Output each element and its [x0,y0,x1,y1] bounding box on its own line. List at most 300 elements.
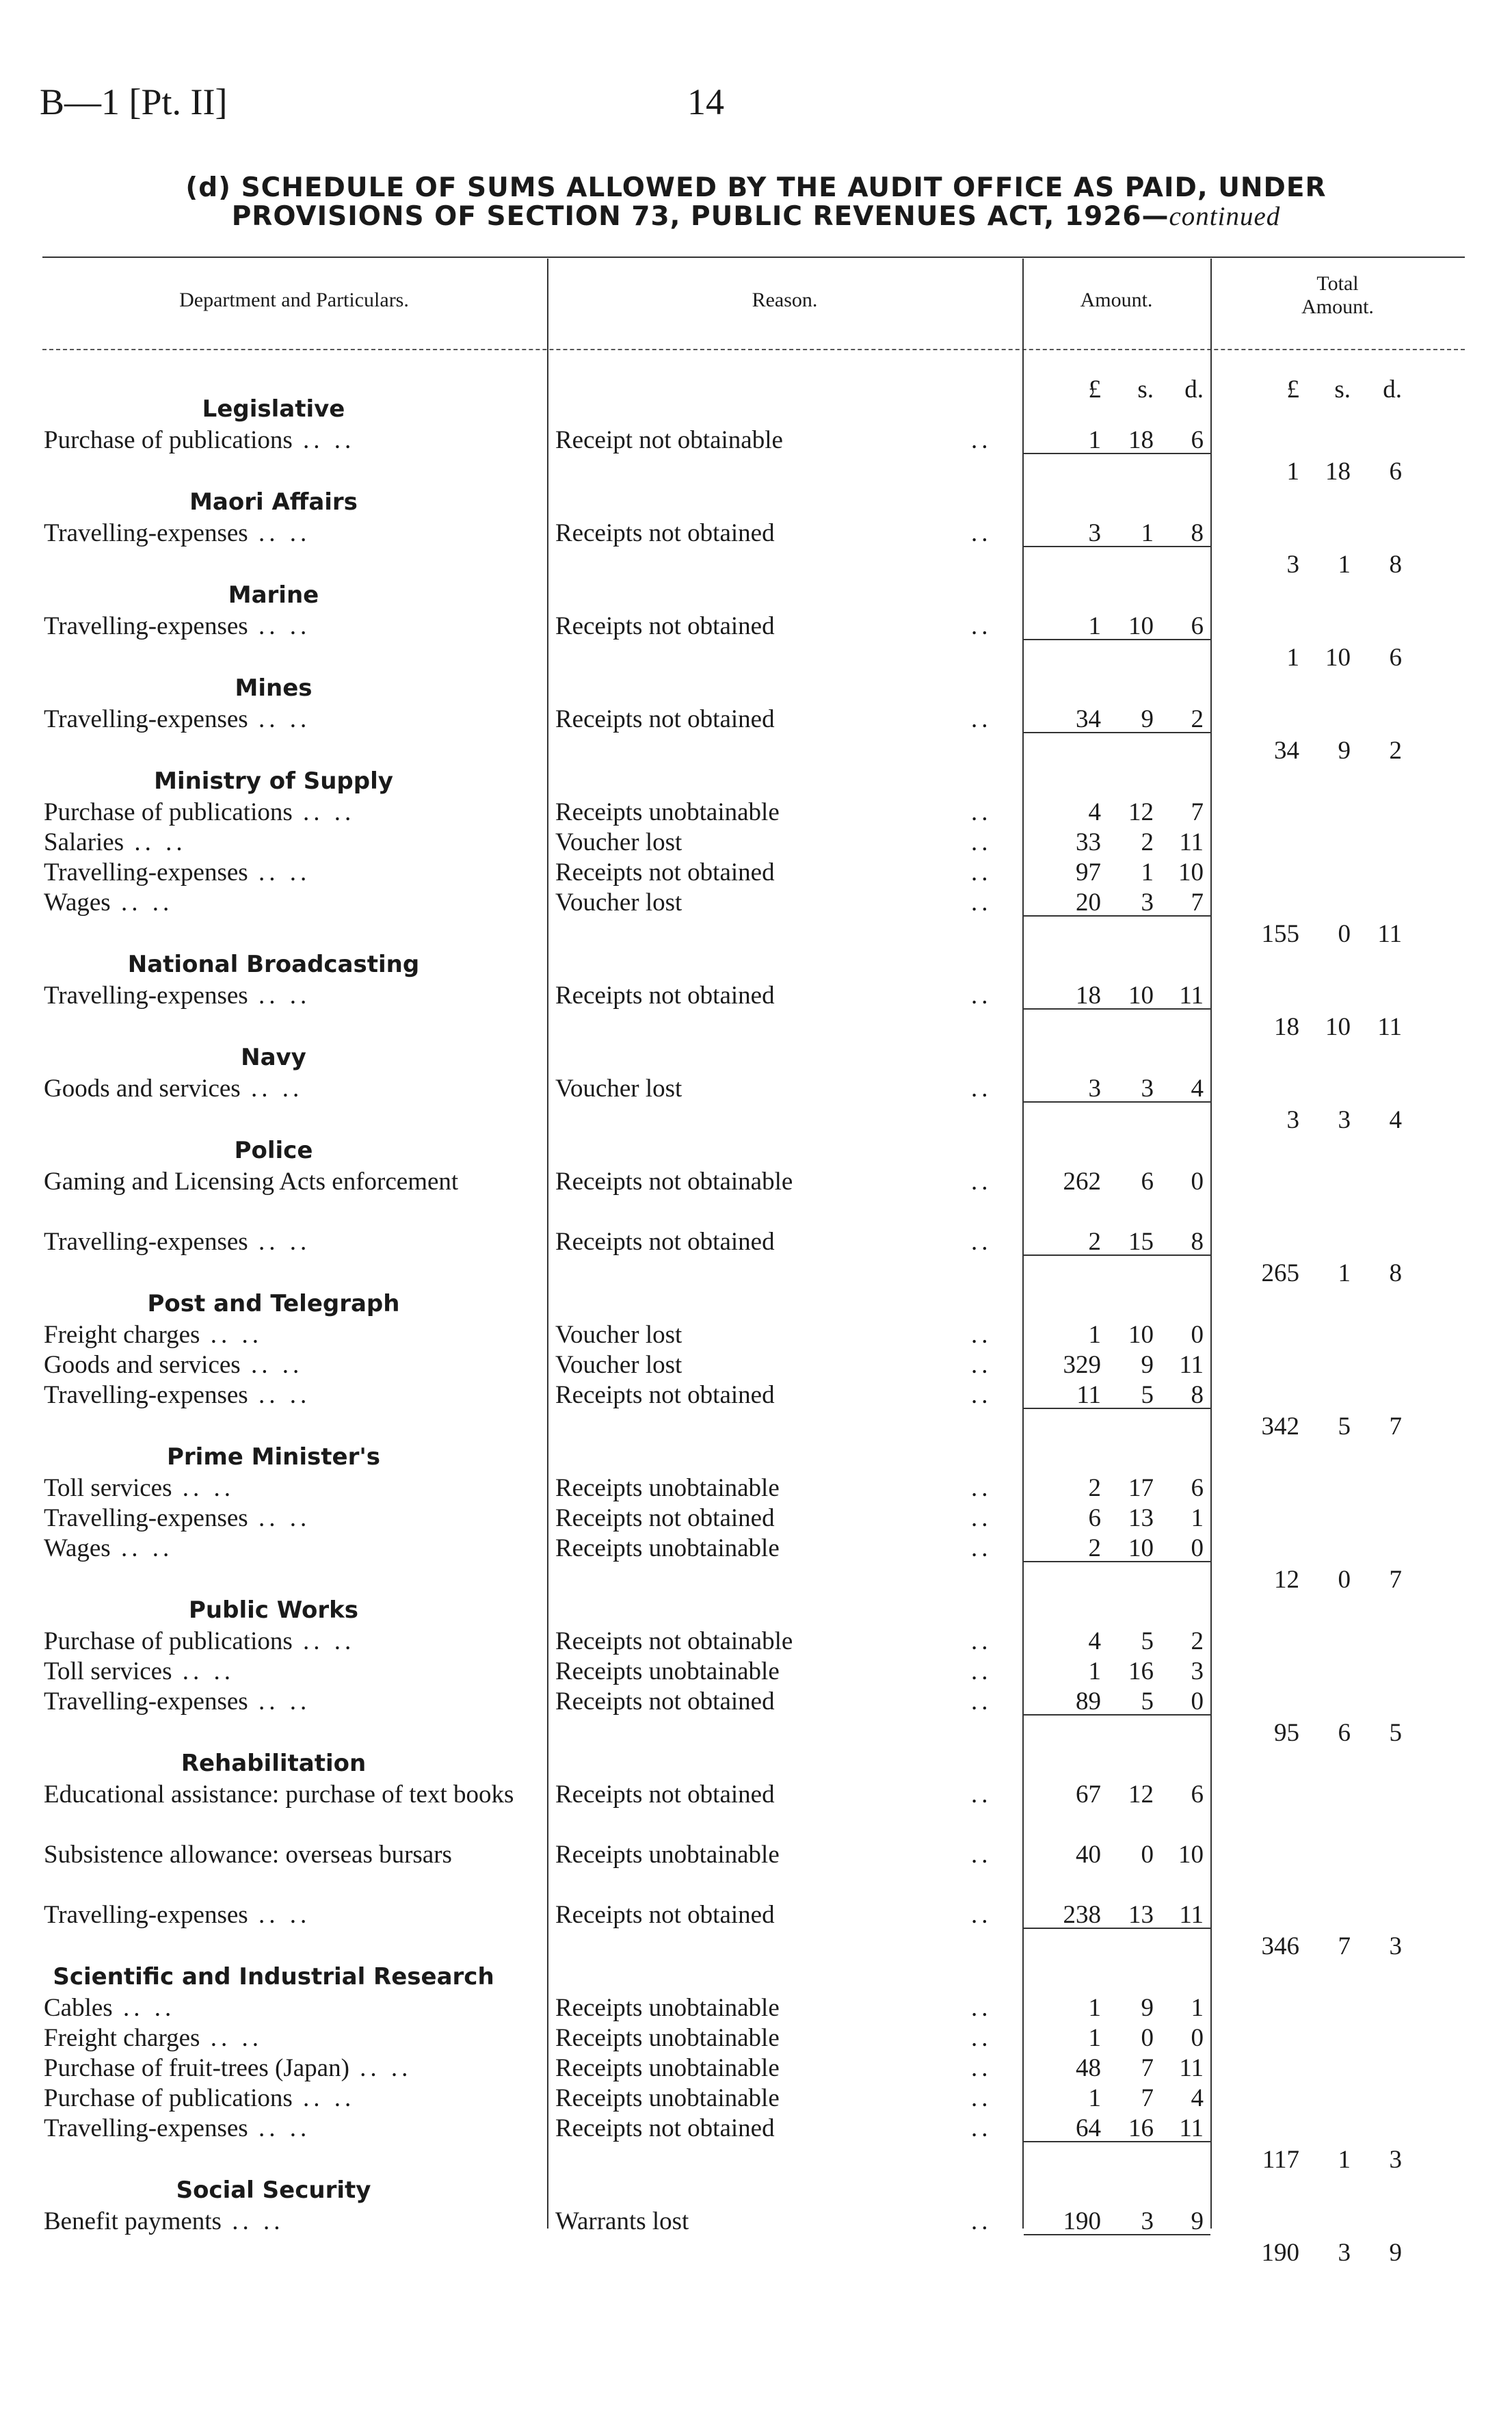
particular-text [44,1657,522,1687]
amount-value-pounds: 48 [1076,2054,1101,2082]
schedule-title-line-2 [0,201,1512,232]
department-heading: Marine [228,581,319,609]
reason-text [555,1074,1000,1103]
reason-text [555,1993,1000,2023]
dot-leader: .. [971,1504,992,1532]
amount-value-shillings: 9 [1141,1351,1154,1379]
reason-text [555,1840,1000,1869]
dot-leader: .. .. [221,2207,284,2235]
particular-text [44,705,522,735]
particular-label: Travelling-expenses [44,1687,248,1716]
department-total-shillings: 5 [1338,1412,1351,1441]
amount-value-shillings: 2 [1141,828,1154,856]
dot-leader: .. .. [248,1901,311,1929]
department-total-pence: 6 [1389,458,1402,486]
dot-leader: .. .. [248,858,311,886]
amount-value-pence: 4 [1191,1075,1204,1103]
department-total-shillings: 0 [1338,920,1351,948]
particular-text [44,1840,522,1870]
amount-value-pounds: 1 [1088,1994,1101,2022]
amount-value-pounds: 20 [1076,889,1101,917]
schedule-title-line-1: (d) SCHEDULE OF SUMS ALLOWED BY THE AUDIT OFFICE AS PAID, UNDER [185,172,1327,203]
header-bottom-rule [42,349,1465,350]
reason-label: Receipts unobtainable [555,1657,780,1685]
subtotal-rule [1024,1008,1210,1010]
amount-value-shillings: 18 [1128,426,1154,454]
reason-label: Voucher lost [555,1075,682,1103]
particular-text [44,1900,522,1930]
dot-leader: .. .. [292,2084,356,2112]
dot-leader: .. .. [240,1351,304,1379]
particular-label: Purchase of publications [44,798,293,826]
reason-text [555,2207,1000,2236]
table-top-rule [42,257,1465,258]
amount-value-pounds: 329 [1063,1351,1101,1379]
column-header-amount: Amount. [1080,289,1153,311]
dot-leader: .. .. [240,1075,304,1103]
amount-value-pence: 0 [1191,1534,1204,1562]
department-total-pence: 8 [1389,551,1402,579]
reason-label: Voucher lost [555,1351,682,1379]
department-total-pence: 9 [1389,2239,1402,2267]
particular-label: Purchase of publications [44,426,293,454]
particular-label: Freight charges [44,2024,200,2052]
amount-value-shillings: 12 [1128,798,1154,826]
total-pounds-symbol: £ [1286,376,1299,404]
department-total-pounds: 3 [1286,551,1299,579]
amount-value-shillings: 3 [1141,889,1154,917]
reason-label: Receipts unobtainable [555,1994,780,2022]
department-total-pounds: 117 [1262,2146,1299,2174]
particular-text [44,1687,522,1717]
department-heading: Maori Affairs [189,488,358,516]
amount-value-shillings: 16 [1128,2114,1154,2142]
amount-value-pounds: 11 [1076,1381,1101,1409]
particular-text [44,1350,522,1380]
particular-text [44,1993,522,2023]
reason-text [555,981,1000,1010]
reason-label: Receipts not obtained [555,1504,775,1532]
dot-leader: .. [971,1168,992,1196]
department-total-pence: 7 [1389,1566,1402,1594]
amount-value-pence: 11 [1179,2054,1204,2082]
amount-value-pence: 2 [1191,1627,1204,1655]
reason-label: Receipts not obtained [555,2114,775,2142]
subtotal-rule [1024,1101,1210,1103]
dot-leader: .. .. [172,1657,235,1685]
particular-text [44,1503,522,1534]
dot-leader: .. [971,1228,992,1256]
amount-value-pounds: 89 [1076,1687,1101,1716]
amount-value-pounds: 238 [1063,1901,1101,1929]
column-divider-reason [547,259,548,2229]
dot-leader: .. .. [248,612,311,640]
department-total-shillings: 3 [1338,2239,1351,2267]
particular-label: Travelling-expenses [44,982,248,1010]
reason-label: Receipts not obtained [555,1381,775,1409]
dot-leader: .. [971,1780,992,1809]
dot-leader: .. [971,1351,992,1379]
reason-text [555,888,1000,917]
particular-label: Benefit payments [44,2207,222,2235]
reason-label: Voucher lost [555,1321,682,1349]
amount-value-pounds: 1 [1088,612,1101,640]
particular-label: Travelling-expenses [44,1228,248,1256]
reason-text [555,705,1000,734]
particular-text [44,1320,522,1350]
department-heading: Prime Minister's [167,1443,380,1471]
subtotal-rule [1024,732,1210,733]
subtotal-rule [1024,546,1210,547]
document-reference: B—1 [Pt. II] [40,81,228,122]
department-heading: Post and Telegraph [147,1290,400,1317]
amount-value-shillings: 0 [1141,1841,1154,1869]
column-divider-amount [1022,259,1024,2229]
dot-leader: .. [971,1075,992,1103]
department-total-shillings: 1 [1338,1259,1351,1287]
amount-value-pounds: 67 [1076,1780,1101,1809]
reason-text [555,1900,1000,1930]
dot-leader: .. .. [248,1381,311,1409]
subtotal-rule [1024,2141,1210,2142]
amount-value-pence: 0 [1191,2024,1204,2052]
reason-text [555,1320,1000,1350]
amount-value-pence: 8 [1191,1381,1204,1409]
department-total-shillings: 6 [1338,1719,1351,1747]
dot-leader: .. [971,982,992,1010]
dot-leader: .. .. [248,1504,311,1532]
amount-value-pounds: 34 [1076,705,1101,733]
amount-value-pounds: 3 [1088,1075,1101,1103]
amount-value-shillings: 17 [1128,1474,1154,1502]
amount-value-pence: 3 [1191,1657,1204,1685]
shillings-symbol: s. [1137,376,1154,404]
department-total-shillings: 3 [1338,1106,1351,1134]
continued-label: continued [1169,202,1281,231]
reason-label: Receipts unobtainable [555,798,780,826]
department-heading: Legislative [202,395,345,423]
amount-value-pence: 8 [1191,1228,1204,1256]
dot-leader: .. [971,798,992,826]
reason-label: Receipts unobtainable [555,1534,780,1562]
particular-label: Subsistence allowance: overseas bursars [44,1841,452,1869]
reason-text [555,518,1000,548]
department-total-pence: 2 [1389,737,1402,765]
reason-text [555,1227,1000,1257]
department-heading: Mines [235,674,313,702]
dot-leader: .. .. [200,1321,263,1349]
reason-text [555,828,1000,857]
dot-leader: .. .. [112,1994,176,2022]
column-divider-total [1210,259,1212,2229]
department-heading: Public Works [188,1596,359,1624]
particular-label: Purchase of publications [44,2084,293,2112]
dot-leader: .. [971,2114,992,2142]
amount-value-pounds: 1 [1088,1657,1101,1685]
amount-value-pence: 0 [1191,1687,1204,1716]
department-heading: Ministry of Supply [154,767,393,795]
amount-value-pence: 6 [1191,612,1204,640]
dot-leader: .. [971,612,992,640]
amount-value-shillings: 9 [1141,1994,1154,2022]
amount-value-shillings: 1 [1141,519,1154,547]
reason-label: Voucher lost [555,828,682,856]
particular-label: Travelling-expenses [44,1901,248,1929]
schedule-title-text: PROVISIONS OF SECTION 73, PUBLIC REVENUES ACT, 1926— [231,201,1169,232]
particular-label: Wages [44,889,111,917]
amount-value-pounds: 2 [1088,1534,1101,1562]
amount-value-pounds: 3 [1088,519,1101,547]
department-total-shillings: 0 [1338,1566,1351,1594]
particular-text [44,1627,522,1657]
amount-value-shillings: 15 [1128,1228,1154,1256]
department-total-shillings: 10 [1325,1013,1351,1041]
dot-leader: .. [971,519,992,547]
reason-text [555,1473,1000,1503]
amount-value-pence: 6 [1191,1474,1204,1502]
subtotal-rule [1024,1928,1210,1929]
dot-leader: .. [971,1381,992,1409]
particular-label: Gaming and Licensing Acts enforcement [44,1168,459,1196]
dot-leader: .. [971,426,992,454]
dot-leader: .. [971,1474,992,1502]
dot-leader: .. .. [248,705,311,733]
particular-text [44,2207,522,2237]
particular-text [44,1167,522,1197]
reason-label: Receipts unobtainable [555,1841,780,1869]
department-total-pence: 3 [1389,2146,1402,2174]
department-total-pence: 3 [1389,1932,1402,1960]
dot-leader: .. [971,1657,992,1685]
particular-label: Toll services [44,1657,172,1685]
dot-leader: .. [971,2054,992,2082]
particular-label: Travelling-expenses [44,1381,248,1409]
amount-value-pounds: 64 [1076,2114,1101,2142]
department-total-pounds: 3 [1286,1106,1299,1134]
dot-leader: .. [971,889,992,917]
department-total-shillings: 9 [1338,737,1351,765]
dot-leader: .. [971,1687,992,1716]
particular-label: Purchase of fruit-trees (Japan) [44,2054,349,2082]
department-total-shillings: 10 [1325,644,1351,672]
department-total-pounds: 1 [1286,644,1299,672]
reason-text [555,2084,1000,2113]
dot-leader: .. [971,1994,992,2022]
subtotal-rule [1024,915,1210,917]
dot-leader: .. [971,2024,992,2052]
amount-value-pounds: 1 [1088,426,1101,454]
department-total-pounds: 1 [1286,458,1299,486]
department-total-pounds: 18 [1274,1013,1299,1041]
pounds-symbol: £ [1088,376,1101,404]
particular-label: Goods and services [44,1351,241,1379]
particular-label: Travelling-expenses [44,1504,248,1532]
reason-text [555,858,1000,887]
reason-label: Voucher lost [555,889,682,917]
amount-value-pounds: 1 [1088,2084,1101,2112]
particular-text [44,612,522,642]
amount-value-shillings: 7 [1141,2084,1154,2112]
page-number: 14 [687,81,724,122]
department-total-pence: 5 [1389,1719,1402,1747]
amount-value-shillings: 3 [1141,2207,1154,2235]
particular-label: Cables [44,1994,113,2022]
amount-value-pounds: 190 [1063,2207,1101,2235]
reason-label: Warrants lost [555,2207,689,2235]
reason-label: Receipts not obtainable [555,1168,793,1196]
column-header-total-l1: Total [1316,272,1359,295]
amount-value-shillings: 13 [1128,1901,1154,1929]
amount-value-shillings: 12 [1128,1780,1154,1809]
department-total-shillings: 1 [1338,2146,1351,2174]
amount-value-pence: 7 [1191,889,1204,917]
department-total-pence: 8 [1389,1259,1402,1287]
dot-leader: .. .. [172,1474,235,1502]
column-header-total [1210,272,1465,319]
column-header-total-l2: Amount. [1301,295,1374,318]
subtotal-rule [1024,453,1210,454]
dot-leader: .. [971,1321,992,1349]
amount-value-pence: 0 [1191,1321,1204,1349]
amount-value-shillings: 7 [1141,2054,1154,2082]
amount-value-shillings: 16 [1128,1657,1154,1685]
amount-value-pence: 10 [1178,1841,1204,1869]
particular-text [44,1227,522,1257]
department-total-pounds: 95 [1274,1719,1299,1747]
dot-leader: .. .. [292,426,356,454]
subtotal-rule [1024,1561,1210,1562]
amount-value-pounds: 4 [1088,798,1101,826]
reason-label: Receipts not obtained [555,982,775,1010]
amount-value-pence: 11 [1179,828,1204,856]
particular-label: Travelling-expenses [44,858,248,886]
subtotal-rule [1024,1254,1210,1256]
dot-leader: .. [971,2207,992,2235]
particular-label: Educational assistance: purchase of text books [44,1780,514,1809]
dot-leader: .. .. [292,798,356,826]
amount-value-pounds: 2 [1088,1474,1101,1502]
amount-value-pounds: 4 [1088,1627,1101,1655]
dot-leader: .. [971,858,992,886]
amount-value-pence: 11 [1179,1901,1204,1929]
dot-leader: .. [971,1627,992,1655]
particular-label: Wages [44,1534,111,1562]
particular-text [44,1780,522,1810]
particular-label: Freight charges [44,1321,200,1349]
reason-text [555,1503,1000,1533]
dot-leader: .. .. [110,889,174,917]
amount-value-shillings: 10 [1128,1534,1154,1562]
amount-value-pence: 10 [1178,858,1204,886]
amount-value-shillings: 5 [1141,1687,1154,1716]
particular-text [44,2053,522,2084]
particular-text [44,1074,522,1104]
column-header-particulars: Department and Particulars. [179,289,409,311]
department-heading: Police [234,1137,313,1164]
department-total-pounds: 265 [1261,1259,1299,1287]
particular-text [44,798,522,828]
particular-label: Goods and services [44,1075,241,1103]
amount-value-pounds: 97 [1076,858,1101,886]
amount-value-shillings: 5 [1141,1381,1154,1409]
dot-leader: .. [971,828,992,856]
dot-leader: .. .. [349,2054,412,2082]
particular-text [44,2084,522,2114]
reason-text [555,1380,1000,1410]
amount-value-pence: 6 [1191,426,1204,454]
reason-text [555,1657,1000,1686]
reason-label: Receipt not obtainable [555,426,783,454]
amount-value-shillings: 13 [1128,1504,1154,1532]
amount-value-pounds: 40 [1076,1841,1101,1869]
particular-label: Travelling-expenses [44,519,248,547]
particular-text [44,1473,522,1503]
amount-value-pounds: 33 [1076,828,1101,856]
department-heading: Social Security [176,2177,371,2204]
amount-value-pence: 7 [1191,798,1204,826]
subtotal-rule [1024,1714,1210,1716]
dot-leader: .. .. [200,2024,263,2052]
department-heading: Navy [241,1044,306,1071]
particular-text [44,518,522,549]
amount-value-pence: 4 [1191,2084,1204,2112]
particular-label: Travelling-expenses [44,2114,248,2142]
amount-value-pence: 6 [1191,1780,1204,1809]
reason-text [555,425,1000,455]
subtotal-rule [1024,639,1210,640]
amount-value-shillings: 6 [1141,1168,1154,1196]
amount-value-pence: 11 [1179,2114,1204,2142]
reason-label: Receipts not obtained [555,1228,775,1256]
reason-label: Receipts not obtained [555,858,775,886]
reason-label: Receipts unobtainable [555,2084,780,2112]
reason-text [555,612,1000,641]
amount-value-shillings: 10 [1128,982,1154,1010]
dot-leader: .. .. [292,1627,356,1655]
dot-leader: .. .. [248,982,311,1010]
reason-text [555,1627,1000,1656]
department-total-pounds: 346 [1261,1932,1299,1960]
particular-text [44,2114,522,2144]
particular-label: Purchase of publications [44,1627,293,1655]
amount-value-pounds: 18 [1076,982,1101,1010]
amount-value-shillings: 1 [1141,858,1154,886]
amount-value-shillings: 10 [1128,1321,1154,1349]
reason-label: Receipts unobtainable [555,2024,780,2052]
dot-leader: .. [971,2084,992,2112]
dot-leader: .. .. [248,1228,311,1256]
amount-value-pence: 11 [1179,982,1204,1010]
department-total-pounds: 34 [1274,737,1299,765]
reason-label: Receipts not obtained [555,1687,775,1716]
dot-leader: .. .. [248,1687,311,1716]
particular-text [44,1534,522,1564]
pence-symbol: d. [1184,376,1204,404]
reason-text [555,1350,1000,1380]
department-total-pence: 6 [1389,644,1402,672]
department-total-shillings: 7 [1338,1932,1351,1960]
amount-value-shillings: 3 [1141,1075,1154,1103]
amount-value-pounds: 262 [1063,1168,1101,1196]
reason-text [555,2023,1000,2053]
department-total-pounds: 155 [1261,920,1299,948]
particular-text [44,425,522,456]
reason-text [555,798,1000,827]
reason-label: Receipts not obtained [555,612,775,640]
department-total-shillings: 18 [1325,458,1351,486]
particular-text [44,858,522,888]
department-heading: Scientific and Industrial Research [53,1963,494,1990]
